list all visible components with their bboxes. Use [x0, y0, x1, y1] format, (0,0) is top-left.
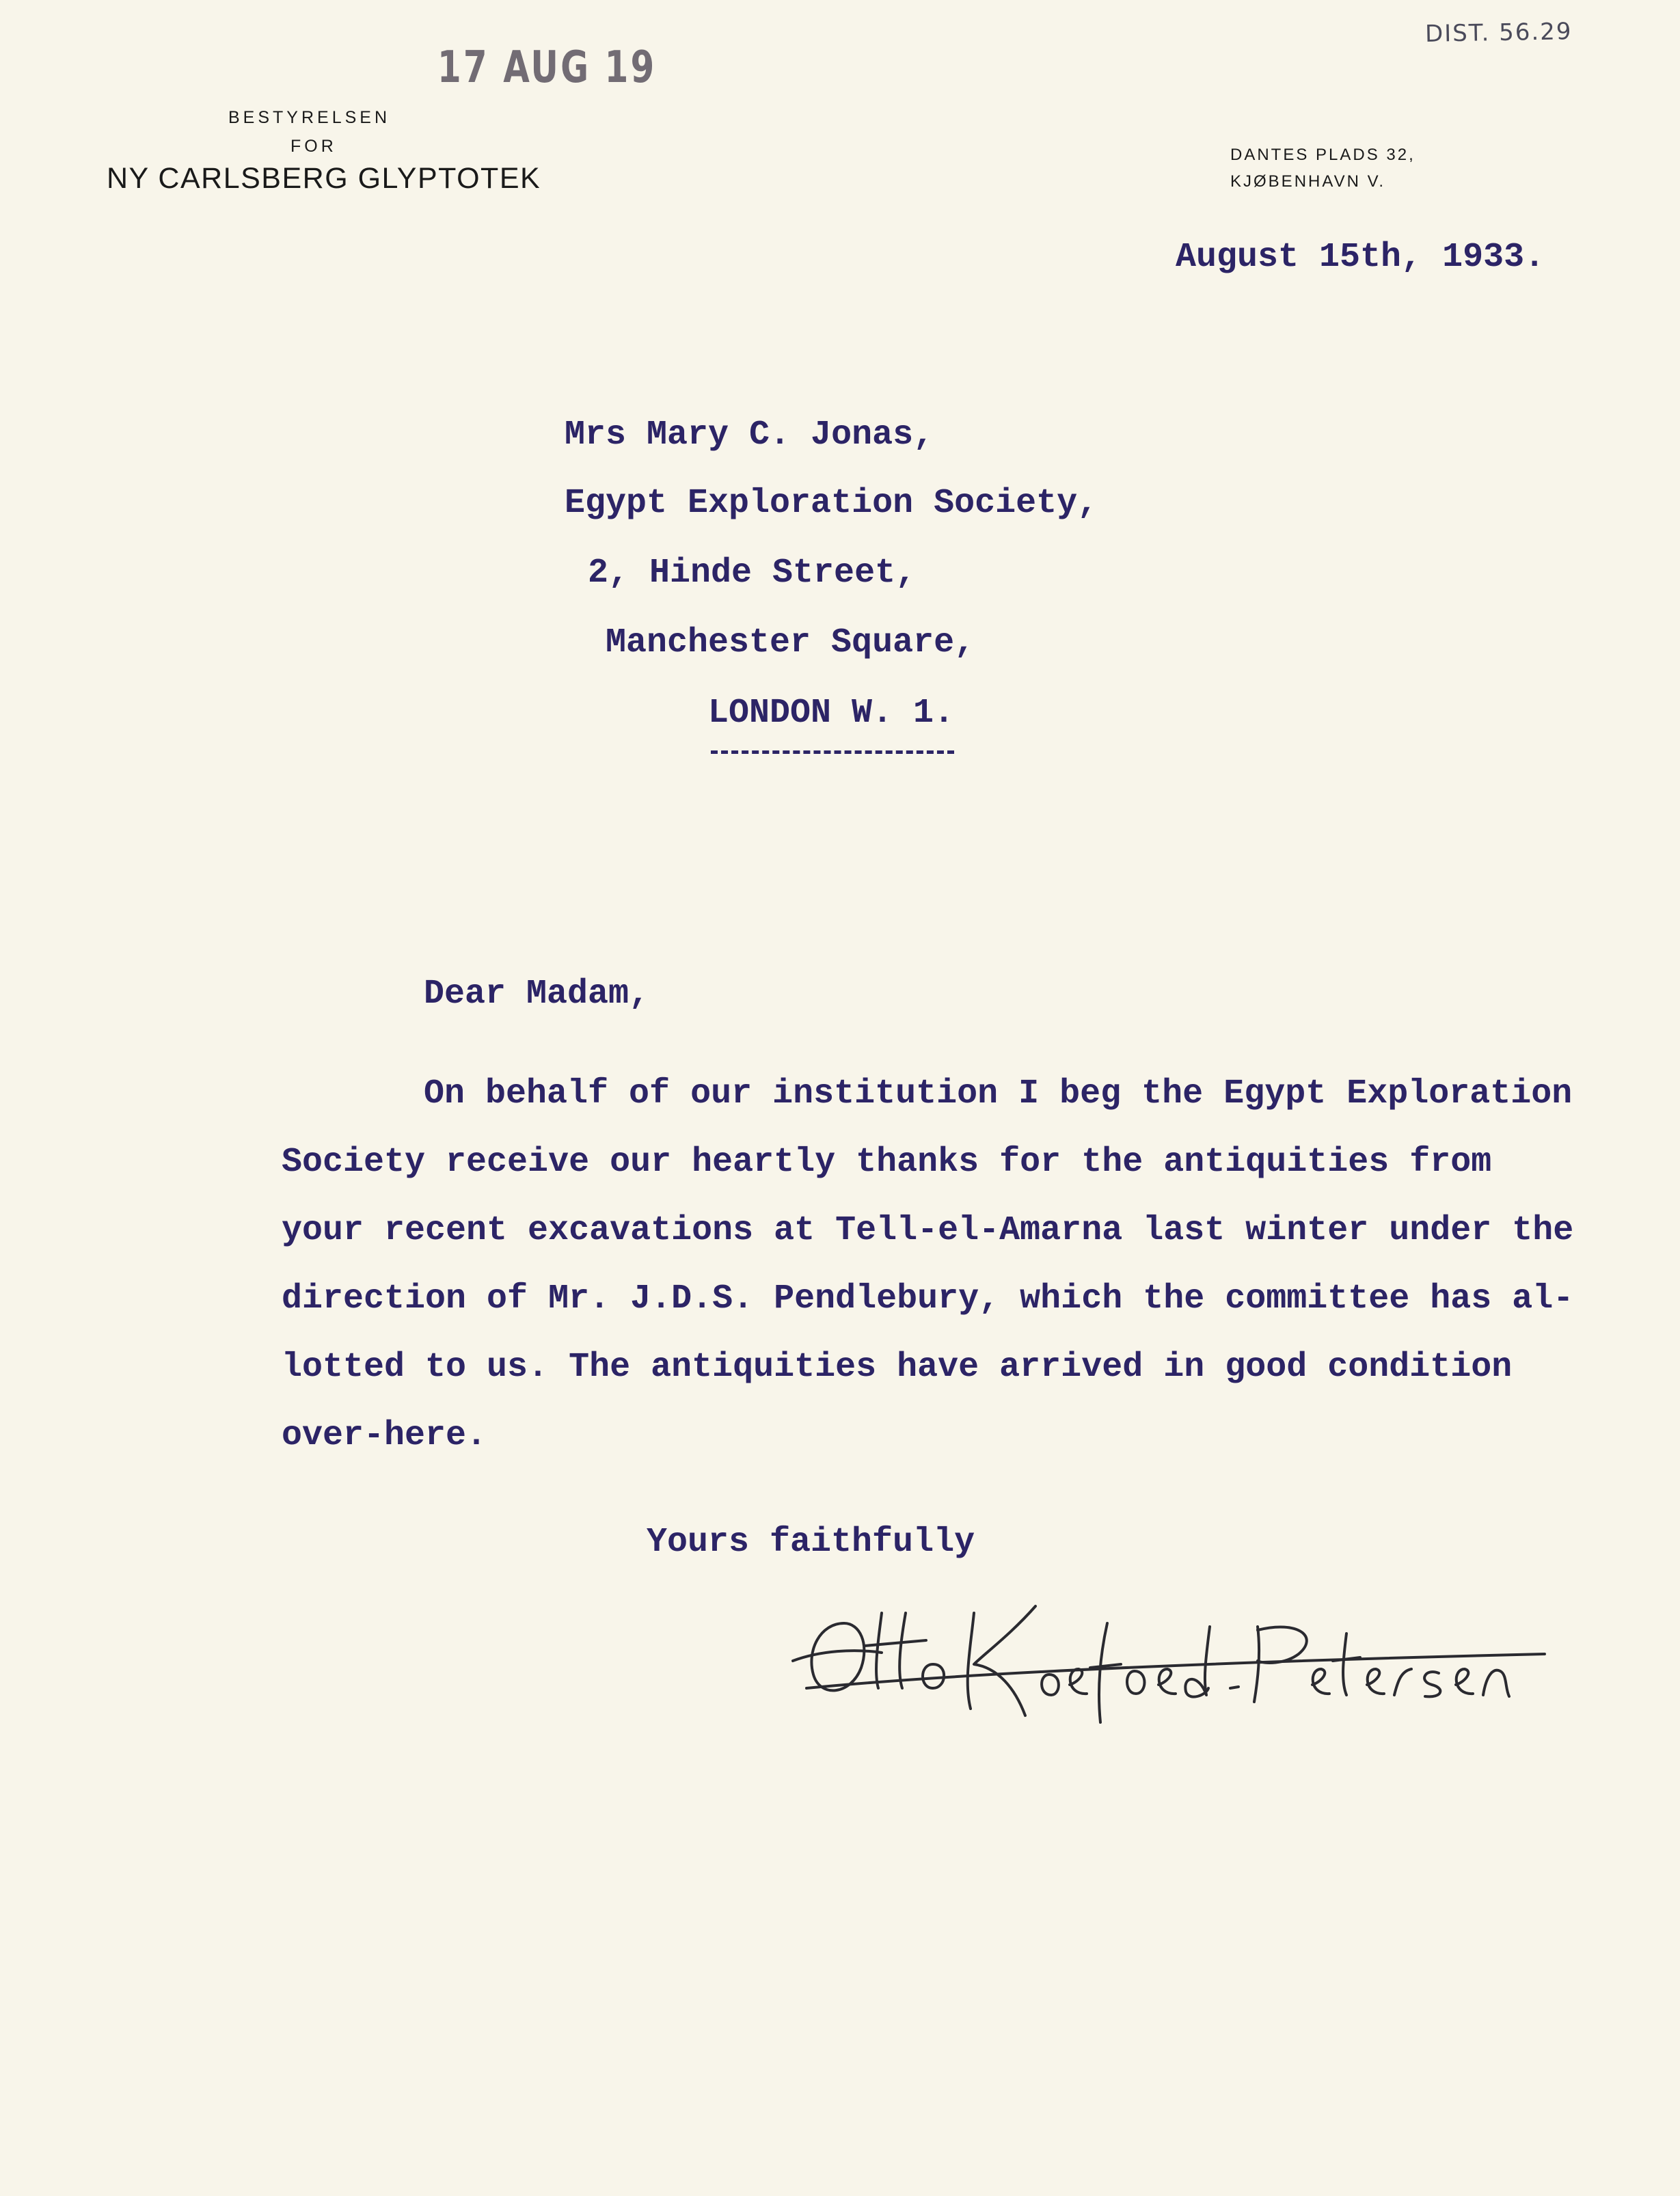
recipient-name: Mrs Mary C. Jonas,: [565, 416, 934, 455]
body-line: On behalf of our institution I beg the Egypt Exploration: [424, 1074, 1573, 1113]
address-underline: [711, 750, 954, 754]
body-line: Society receive our heartly thanks for the antiquities from: [282, 1143, 1492, 1182]
letter-date: August 15th, 1933.: [1176, 238, 1545, 277]
letterhead-address-street: DANTES PLADS 32,: [1230, 146, 1415, 164]
letterhead-address-city: KJØBENHAVN V.: [1230, 172, 1386, 191]
body-line: your recent excavations at Tell-el-Amarna last winter under the: [282, 1211, 1574, 1250]
body-line: lotted to us. The antiquities have arrived in good condition: [282, 1348, 1513, 1387]
recipient-street: 2, Hinde Street,: [588, 554, 917, 593]
body-line: over-here.: [282, 1416, 487, 1455]
recipient-city: LONDON W. 1.: [708, 694, 955, 733]
letterhead-board-label: BESTYRELSEN: [228, 108, 391, 127]
letterhead-for-label: FOR: [290, 137, 337, 156]
letterhead-institution: NY CARLSBERG GLYPTOTEK: [107, 162, 541, 195]
archive-reference: DIST. 56.29: [1424, 18, 1573, 48]
received-date-stamp: 17 AUG 19: [437, 42, 657, 93]
body-line: direction of Mr. J.D.S. Pendlebury, which the committee has al-: [282, 1279, 1574, 1318]
recipient-organization: Egypt Exploration Society,: [565, 484, 1098, 523]
handwritten-signature: [779, 1586, 1558, 1729]
salutation: Dear Madam,: [424, 975, 650, 1014]
closing: Yours faithfully: [647, 1523, 975, 1562]
recipient-square: Manchester Square,: [606, 623, 975, 662]
